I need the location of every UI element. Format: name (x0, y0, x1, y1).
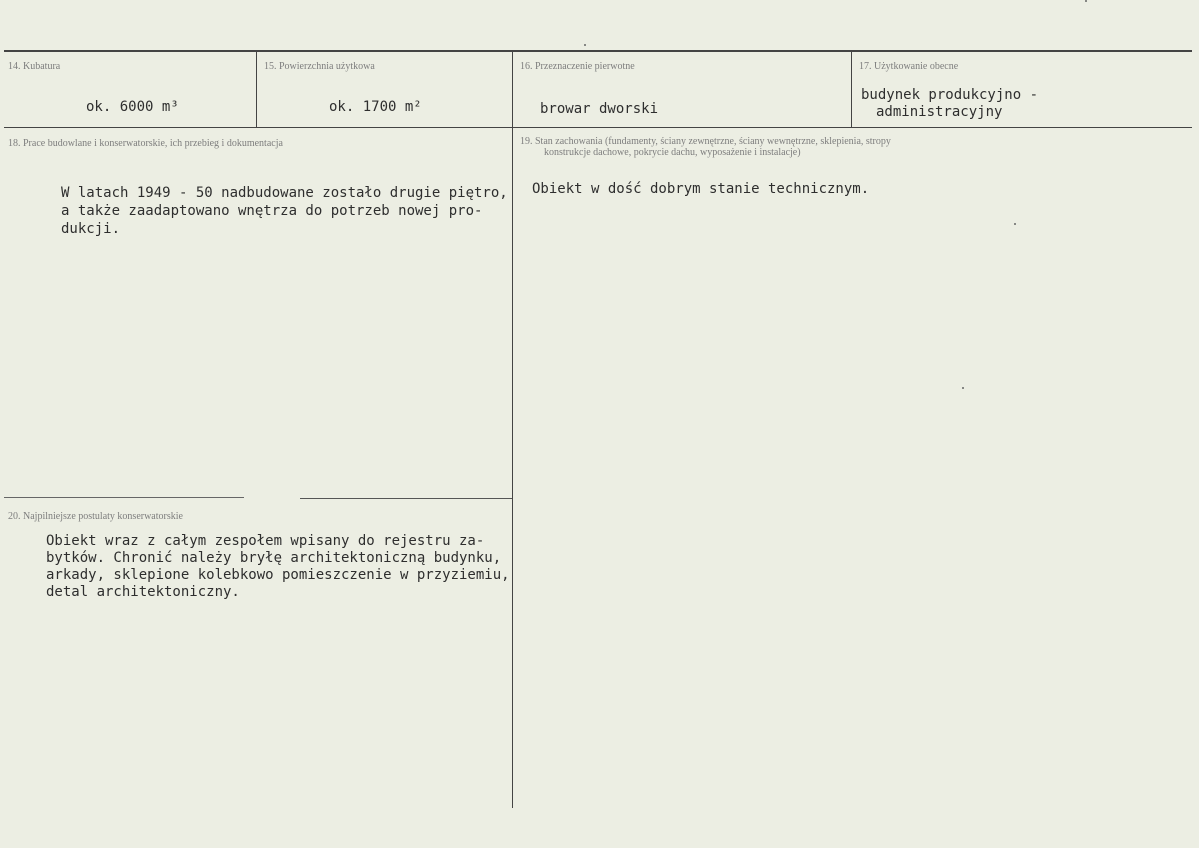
section-divider-left-a (4, 497, 244, 498)
field-18-value-line-2: a także zaadaptowano wnętrza do potrzeb nowej pro- (61, 203, 483, 219)
column-divider-3 (851, 52, 852, 128)
row-divider-line (4, 127, 1192, 128)
field-15-label: 15. Powierzchnia użytkowa (264, 61, 375, 72)
field-15-value: ok. 1700 m² (329, 99, 422, 115)
field-19-label-line-2: konstrukcje dachowe, pokrycie dachu, wyposażenie i instalacje) (544, 147, 801, 158)
field-20-label: 20. Najpilniejsze postulaty konserwatorskie (8, 511, 183, 522)
field-14-value: ok. 6000 m³ (86, 99, 179, 115)
top-border-line (4, 50, 1192, 52)
field-19-value: Obiekt w dość dobrym stanie technicznym. (532, 181, 870, 197)
field-17-label: 17. Użytkowanie obecne (859, 61, 959, 72)
paper-speck (1014, 223, 1016, 225)
field-18-value-line-3: dukcji. (61, 221, 121, 237)
field-17-value-line-2: administracyjny (876, 104, 1003, 120)
field-20-value-line-1: Obiekt wraz z całym zespołem wpisany do rejestru za- (46, 533, 485, 549)
field-17-value-line-1: budynek produkcyjno - (861, 87, 1039, 103)
field-19-label-line-1: 19. Stan zachowania (fundamenty, ściany zewnętrzne, ściany wewnętrzne, sklepienia, stropy (520, 136, 891, 147)
paper-speck (1085, 0, 1087, 2)
column-divider-1 (256, 52, 257, 128)
paper-speck (584, 44, 586, 46)
field-18-label: 18. Prace budowlane i konserwatorskie, ich przebieg i dokumentacja (8, 138, 283, 149)
field-20-value-line-2: bytków. Chronić należy bryłę architektoniczną budynku, (46, 550, 502, 566)
field-14-label: 14. Kubatura (8, 61, 61, 72)
field-16-value: browar dworski (540, 101, 659, 117)
paper-speck (962, 387, 964, 389)
column-divider-2 (512, 52, 513, 808)
field-20-value-line-3: arkady, sklepione kolebkowo pomieszczenie w przyziemiu, (46, 567, 510, 583)
field-18-value-line-1: W latach 1949 - 50 nadbudowane zostało drugie piętro, (61, 185, 508, 201)
field-16-label: 16. Przeznaczenie pierwotne (520, 61, 635, 72)
field-20-value-line-4: detal architektoniczny. (46, 584, 240, 600)
section-divider-left-b (300, 498, 512, 499)
